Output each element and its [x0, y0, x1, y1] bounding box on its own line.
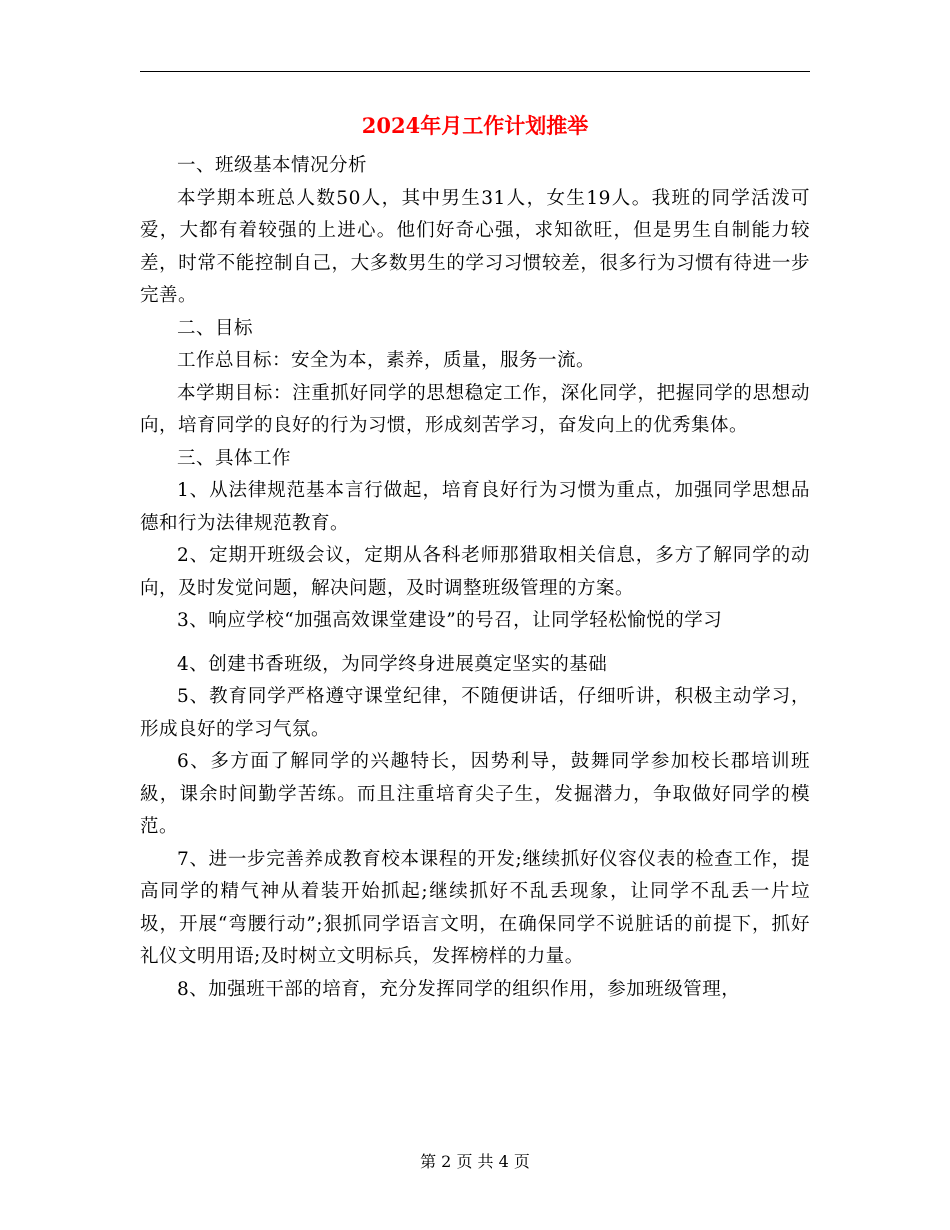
header-rule	[140, 71, 810, 72]
page-number-footer: 第 2 页 共 4 页	[420, 1152, 530, 1171]
list-item-task-4: 4、创建书香班级，为同学终身进展奠定坚实的基础	[177, 653, 608, 675]
list-item-task-6: 6、多方面了解同学的兴趣特长，因势利导，鼓舞同学参加校长郡培训班級，课余时间勤学苦练。而且注重培育尖子生，发掘潜力，争取做好同学的模范。	[140, 751, 810, 837]
list-item-task-7: 7、进一步完善养成教育校本课程的开发;继续抓好仪容仪表的检查工作，提高同学的精气神从着装开始抓起;继续抓好不乱丢现象，让同学不乱丢一片垃圾，开展“弯腰行动”;狠抓同学语言文明，在确保同学不说脏话的前提下，抓好礼仪文明用语;及时树立文明标兵，发挥榜样的力量。	[140, 848, 810, 967]
list-item-task-3: 3、响应学校“加强高效课堂建设”的号召，让同学轻松愉悦的学习	[177, 610, 723, 631]
section-heading-analysis: 一、班级基本情况分析	[177, 155, 368, 176]
paragraph-class-analysis: 本学期本班总人数50人，其中男生31人，女生19人。我班的同学活泼可爱，大都有着较强的上进心。他们好奇心强，求知欲旺，但是男生自制能力较差，时常不能控制自己，大多数男生的学习习惯较差，很多行为习惯有待进一步完善。	[140, 187, 810, 306]
paragraph-term-goal: 本学期目标：注重抓好同学的思想稳定工作，深化同学，把握同学的思想动向，培育同学的良好的行为习惯，形成刻苦学习，奋发向上的优秀集体。	[140, 382, 810, 436]
document-body	[140, 150, 810, 1006]
document-title: 2024年月工作计划推举	[361, 113, 589, 138]
paragraph-overall-goal: 工作总目标：安全为本，素养，质量，服务一流。	[177, 350, 596, 371]
list-item-task-5: 5、教育同学严格遵守课堂纪律，不随便讲话，仔细听讲，积极主动学习，形成良好的学习气氛。	[140, 686, 810, 740]
list-item-task-2: 2、定期开班级会议，定期从各科老师那猎取相关信息，多方了解同学的动向，及时发觉问题，解决问题，及时调整班级管理的方案。	[140, 545, 810, 599]
section-heading-tasks: 三、具体工作	[177, 447, 292, 469]
list-item-task-1: 1、从法律规范基本言行做起，培育良好行为习惯为重点，加强同学思想品德和行为法律规范教育。	[140, 480, 810, 534]
section-heading-goals: 二、目标	[177, 317, 254, 339]
list-item-task-8: 8、加强班干部的培育，充分发挥同学的组织作用，参加班级管理，	[177, 978, 741, 1000]
